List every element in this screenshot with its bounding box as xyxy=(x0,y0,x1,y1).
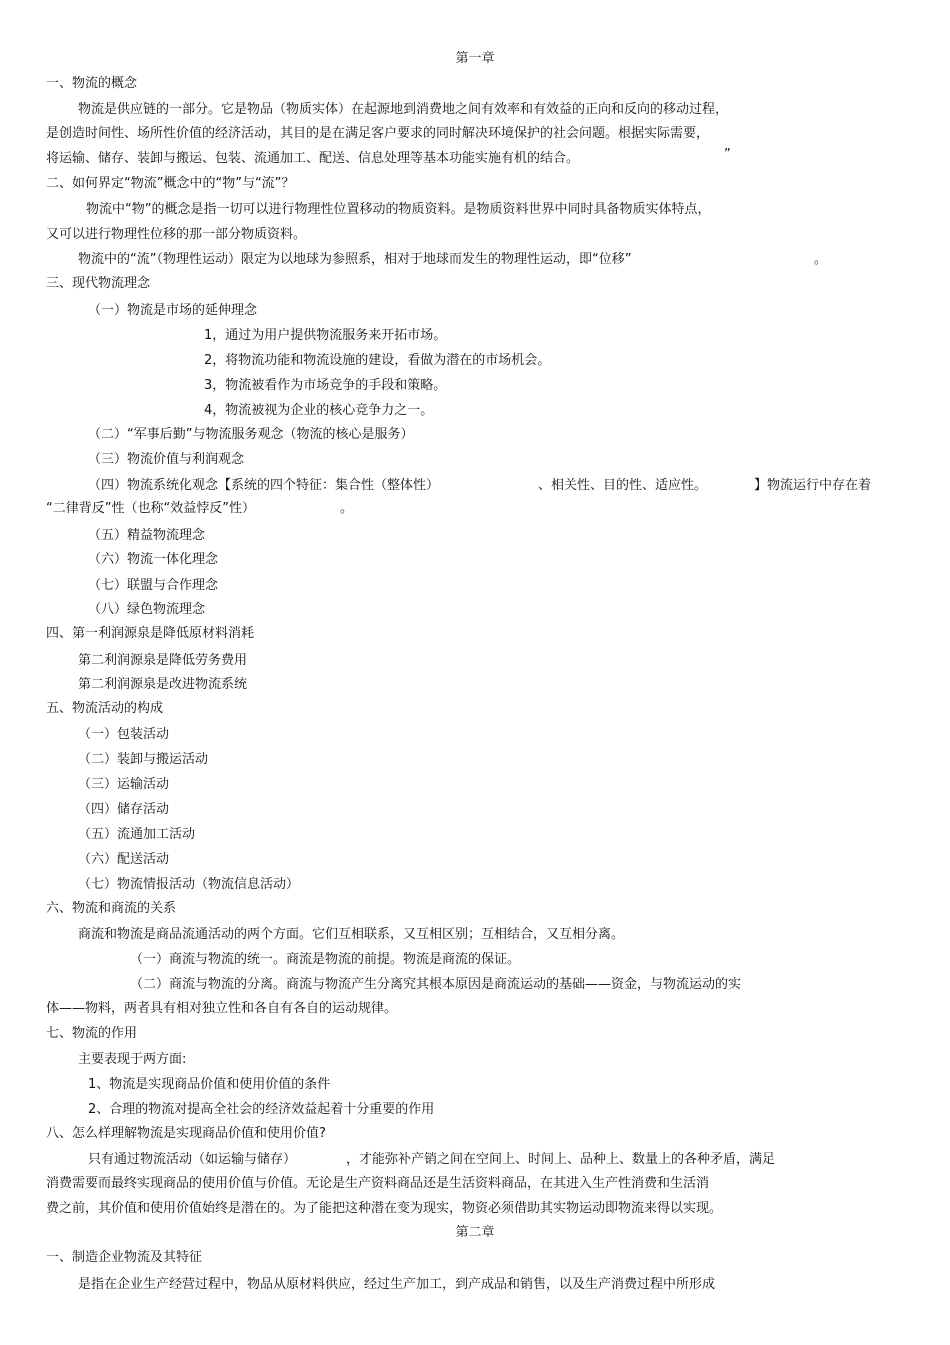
subsection-heading: （七）联盟与合作理念 xyxy=(88,578,219,593)
paragraph-line: 第二利润源泉是降低劳务费用 xyxy=(78,653,248,668)
paragraph-line: 费之前，其价值和使用价值始终是潜在的。为了能把这种潜在变为现实，物资必须借助其实物运动即物流来得以实现。 xyxy=(46,1201,723,1216)
paragraph-fragment: ，才能弥补产销之间在空间上、时间上、品种上、数量上的各种矛盾，满足 xyxy=(346,1152,776,1167)
paragraph-fragment: 】物流运行中存在着 xyxy=(754,478,872,493)
paragraph-fragment: 。 xyxy=(814,252,828,267)
subsection-heading: （六）物流一体化理念 xyxy=(88,552,219,567)
subsection-heading: （二）“军事后勤”与物流服务观念（物流的核心是服务） xyxy=(88,427,414,442)
list-item: 2，将物流功能和物流设施的建设，看做为潜在的市场机会。 xyxy=(204,353,551,368)
list-item: 1、物流是实现商品价值和使用价值的条件 xyxy=(88,1077,331,1092)
paragraph-line: 商流和物流是商品流通活动的两个方面。它们互相联系，又互相区别；互相结合，又互相分离。 xyxy=(78,927,625,942)
paragraph-line: 是指在企业生产经营过程中，物品从原材料供应，经过生产加工，到产成品和销售，以及生产消费过程中所形成 xyxy=(78,1277,716,1292)
paragraph-line: 又可以进行物理性位移的那一部分物质资料。 xyxy=(46,227,307,242)
paragraph-line: 物流中的“流”（物理性运动）限定为以地球为参照系，相对于地球而发生的物理性运动，即“位移” xyxy=(78,252,632,267)
list-item: （五）流通加工活动 xyxy=(78,827,196,842)
paragraph-line: （一）商流与物流的统一。商流是物流的前提。物流是商流的保证。 xyxy=(130,952,521,967)
chapter-2-heading: 第二章 xyxy=(455,1225,495,1240)
paragraph-line: 第二利润源泉是改进物流系统 xyxy=(78,677,248,692)
paragraph-line: 物流是供应链的一部分。它是物品（物质实体）在起源地到消费地之间有效率和有效益的正向和反向的移动过程， xyxy=(78,102,729,117)
section-heading: 七、物流的作用 xyxy=(46,1026,138,1041)
paragraph-line: （二）商流与物流的分离。商流与物流产生分离究其根本原因是商流运动的基础——资金，与物流运动的实 xyxy=(130,977,742,992)
list-item: （三）运输活动 xyxy=(78,777,170,792)
section-heading: 三、现代物流理念 xyxy=(46,276,151,291)
paragraph-line: 物流中“物”的概念是指一切可以进行物理性位置移动的物质资料。是物质资料世界中同时具备物质实体特点， xyxy=(86,202,711,217)
section-heading: 一、物流的概念 xyxy=(46,76,138,91)
paragraph-line: 主要表现于两方面: xyxy=(78,1052,187,1067)
chapter-1-heading: 第一章 xyxy=(455,51,495,66)
list-item: （二）装卸与搬运活动 xyxy=(78,752,209,767)
list-item: （七）物流情报活动（物流信息活动） xyxy=(78,877,300,892)
list-item: 1，通过为用户提供物流服务来开拓市场。 xyxy=(204,328,447,343)
subsection-heading: （四）物流系统化观念【系统的四个特征：集合性（整体性） xyxy=(88,478,440,493)
paragraph-line: 体——物料，两者具有相对独立性和各自有各自的运动规律。 xyxy=(46,1001,398,1016)
section-heading: 五、物流活动的构成 xyxy=(46,701,164,716)
paragraph-line: 将运输、储存、装卸与搬运、包装、流通加工、配送、信息处理等基本功能实施有机的结合。 xyxy=(46,151,580,166)
list-item: （一）包装活动 xyxy=(78,727,170,742)
section-heading: 八、怎么样理解物流是实现商品价值和使用价值? xyxy=(46,1126,326,1141)
paragraph-line: “二律背反”性（也称“效益悖反”性） xyxy=(46,501,255,516)
list-item: （四）储存活动 xyxy=(78,802,170,817)
paragraph-line: 是创造时间性、场所性价值的经济活动，其目的是在满足客户要求的同时解决环境保护的社会问题。根据实际需要， xyxy=(46,126,710,141)
list-item: 2、合理的物流对提高全社会的经济效益起着十分重要的作用 xyxy=(88,1102,435,1117)
paragraph-fragment: 、相关性、目的性、适应性。 xyxy=(538,478,708,493)
section-heading: 二、如何界定“物流”概念中的“物”与“流”？ xyxy=(46,176,295,191)
list-item: 3，物流被看作为市场竞争的手段和策略。 xyxy=(204,378,447,393)
stray-quote-mark: ” xyxy=(724,147,731,162)
paragraph-line: 消费需要而最终实现商品的使用价值与价值。无论是生产资料商品还是生活资料商品，在其进入生产性消费和生活消 xyxy=(46,1176,710,1191)
section-heading: 六、物流和商流的关系 xyxy=(46,901,177,916)
subsection-heading: （八）绿色物流理念 xyxy=(88,602,206,617)
section-heading: 四、第一利润源泉是降低原材料消耗 xyxy=(46,626,255,641)
subsection-heading: （三）物流价值与利润观念 xyxy=(88,452,245,467)
list-item: （六）配送活动 xyxy=(78,852,170,867)
subsection-heading: （一）物流是市场的延伸理念 xyxy=(88,303,258,318)
paragraph-line: 只有通过物流活动（如运输与储存） xyxy=(88,1152,297,1167)
list-item: 4，物流被视为企业的核心竞争力之一。 xyxy=(204,403,434,418)
paragraph-fragment: 。 xyxy=(340,501,354,516)
subsection-heading: （五）精益物流理念 xyxy=(88,528,206,543)
section-heading: 一、制造企业物流及其特征 xyxy=(46,1250,203,1265)
